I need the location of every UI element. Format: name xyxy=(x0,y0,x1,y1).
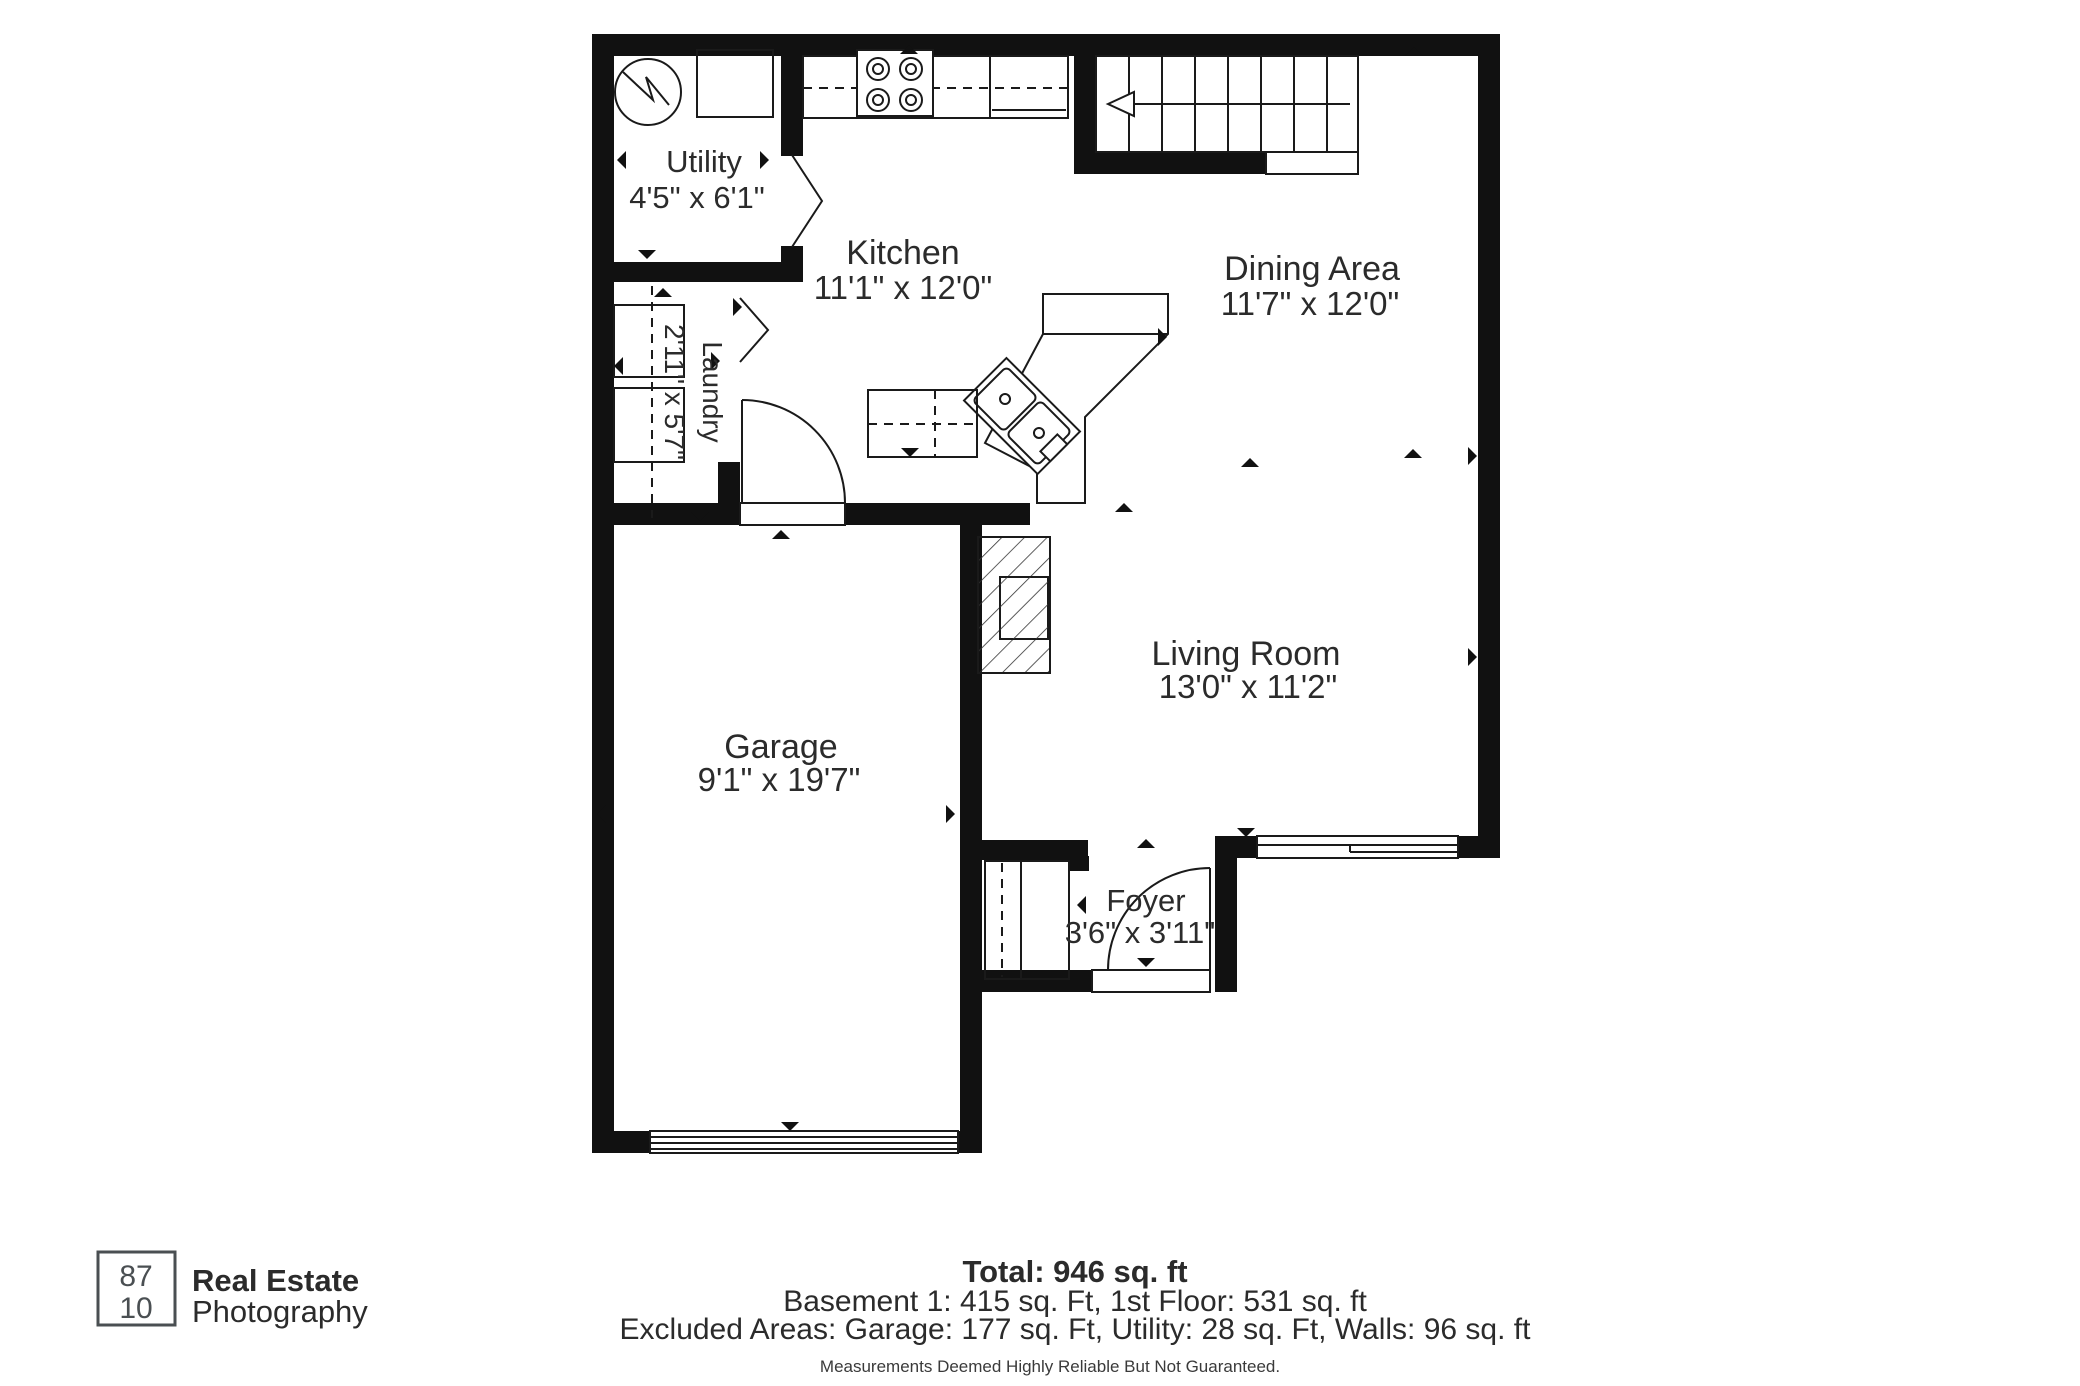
wall-closet-stub xyxy=(1069,856,1089,871)
utility-dims: 4'5" x 6'1" xyxy=(629,180,765,215)
wall-garage-bottom-right xyxy=(958,1131,982,1153)
logo-number-bottom: 10 xyxy=(119,1292,153,1325)
wall-foyer-bottom xyxy=(982,970,1092,992)
wall-window-right xyxy=(1458,836,1500,858)
wall-utility-bottom xyxy=(592,262,803,282)
laundry-doorway-icon xyxy=(740,298,768,362)
window xyxy=(1257,836,1458,858)
laundry-dims: 2'11" x 5'7" xyxy=(659,324,690,460)
foyer-label: Foyer xyxy=(1106,883,1186,918)
dining-label: Dining Area xyxy=(1224,250,1400,288)
wall-right xyxy=(1478,34,1500,858)
logo xyxy=(98,1252,368,1329)
utility-doorway-icon xyxy=(792,155,822,247)
garage-door xyxy=(650,1131,958,1153)
foyer-dims: 3'6" x 3'11" xyxy=(1064,915,1216,950)
wall-top xyxy=(592,34,1500,56)
brand-name: Real Estate xyxy=(192,1263,360,1298)
coat-closet xyxy=(985,861,1069,979)
utility-label: Utility xyxy=(666,144,742,179)
furnace-icon xyxy=(697,50,773,117)
wall-laundry-stub xyxy=(718,462,740,525)
stove-icon xyxy=(857,50,933,116)
brand-subtitle: Photography xyxy=(192,1294,368,1329)
excluded-areas-text: Excluded Areas: Garage: 177 sq. Ft, Utility: 28 sq. Ft, Walls: 96 sq. ft xyxy=(619,1313,1531,1346)
stairs-landing-edge xyxy=(1266,152,1358,174)
living-room-dims: 13'0" x 11'2" xyxy=(1158,668,1338,705)
floor-areas-text: Basement 1: 415 sq. Ft, 1st Floor: 531 sq. ft xyxy=(783,1285,1367,1318)
wall-kitchen-bottom xyxy=(845,503,1030,525)
garage-label: Garage xyxy=(724,728,838,766)
living-room-label: Living Room xyxy=(1151,635,1341,673)
stairs-up-arrow-icon xyxy=(1108,92,1134,116)
kitchen-base-cabinet xyxy=(868,390,977,457)
utility-fixtures xyxy=(615,50,773,125)
wall-stairs-bottom xyxy=(1074,152,1266,174)
laundry-label: Laundry xyxy=(697,341,728,443)
footer xyxy=(620,1254,1532,1376)
kitchen-dims: 11'1" x 12'0" xyxy=(813,269,993,306)
garage-dims: 9'1" x 19'7" xyxy=(697,761,861,798)
wall-utility-divider xyxy=(781,56,803,156)
wall-foyer-right xyxy=(1215,836,1237,992)
wall-window-left xyxy=(1237,836,1257,858)
wall-left xyxy=(592,34,614,1153)
kitchen-peninsula xyxy=(964,294,1168,503)
wall-stairs-left xyxy=(1074,56,1096,154)
fireplace-icon xyxy=(978,537,1050,673)
wall-garage-bottom-left xyxy=(592,1131,650,1153)
disclaimer-text: Measurements Deemed Highly Reliable But Not Guaranteed. xyxy=(819,1357,1281,1376)
water-heater-icon xyxy=(615,59,681,125)
dining-dims: 11'7" x 12'0" xyxy=(1220,285,1400,322)
logo-number-top: 87 xyxy=(119,1260,153,1293)
kitchen-label: Kitchen xyxy=(846,234,960,272)
kitchen-door-arc xyxy=(740,400,845,525)
total-area-text: Total: 946 sq. ft xyxy=(962,1254,1188,1289)
